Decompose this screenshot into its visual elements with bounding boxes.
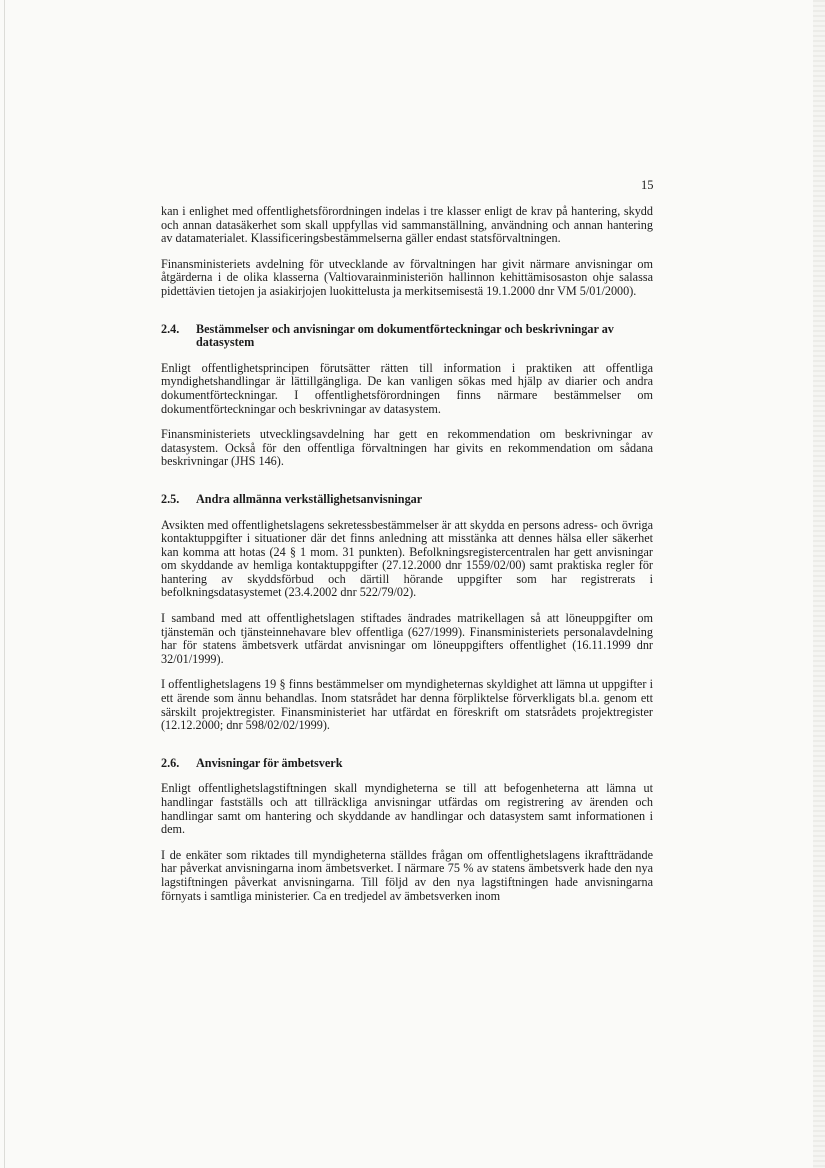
section-paragraph: I de enkäter som riktades till myndigheterna ställdes frågan om offentlighetslagens ikraftträdande har påverkat anvisningarna inom ämbetsverket. I närmare 75 % av statens ämbetsverk hade den nya lagstiftningen påverkat anvisningarna. Till följd av den nya lagstiftningen hade anvisningarna förnyats i samtliga ministerier. Ca en tredjedel av ämbetsverken inom xyxy=(161,847,653,903)
section-title: Anvisningar för ämbetsverk xyxy=(196,755,343,770)
section-heading xyxy=(161,757,653,771)
scan-edge-left xyxy=(4,0,5,1168)
section-paragraph: Finansministeriets utvecklingsavdelning har gett en rekommendation om beskrivningar av datasystem. Också för den offentliga förvaltningen har givits en rekommendation om sådana beskrivningar (JHS 146). xyxy=(161,427,653,469)
section-heading xyxy=(161,493,653,507)
section-number: 2.6. xyxy=(161,755,180,770)
section-paragraph: Enligt offentlighetslagstiftningen skall myndigheterna se till att befogenheterna att lämna ut handlingar fastställs och att tillräckliga anvisningar utfärdas om registrering av ärenden och handlingar samt om hantering och skyddande av handlingar och datasystem samt informationen i dem. xyxy=(161,781,653,837)
intro-paragraph: Finansministeriets avdelning för utvecklande av förvaltningen har givit närmare anvisningar om åtgärderna i de olika klasserna (Valtiovarainministeriön hallinnon kehittämisosaston ohje salassa pidettävien tietojen ja asiakirjojen luokittelusta ja merkitsemisestä 19.1.2000 dnr VM 5/01/2000). xyxy=(161,256,653,298)
intro-paragraph: kan i enlighet med offentlighetsförordningen indelas i tre klasser enligt de krav på hantering, skydd och annan datasäkerhet som skall uppfyllas vid sammanställning, användning och annan hantering av datamaterialet. Klassificeringsbestämmelserna gäller endast statsförvaltningen. xyxy=(161,204,653,246)
section-heading xyxy=(161,323,653,350)
page-number: 15 xyxy=(641,178,654,192)
section-paragraph: I samband med att offentlighetslagen stiftades ändrades matrikellagen så att löneuppgifter om tjänstemän och tjänsteinnehavare blev offentliga (627/1999). Finansministeriets personalavdelning har för statens ämbetsverk utfärdat anvisningar om löneuppgifters offentlighet (16.11.1999 dnr 32/01/1999). xyxy=(161,611,653,666)
section-number: 2.5. xyxy=(161,491,180,506)
document-body xyxy=(161,205,653,915)
section-number: 2.4. xyxy=(161,321,180,336)
scan-edge-right xyxy=(813,0,825,1168)
section-title: Bestämmelser och anvisningar om dokumentförteckningar och beskrivningar av datasystem xyxy=(196,321,614,350)
section-paragraph: Avsikten med offentlighetslagens sekretessbestämmelser är att skydda en persons adress- och övriga kontaktuppgifter i situationer där det finns anledning att misstänka att dennes hälsa eller säkerhet kan komma att hotas (24 § 1 mom. 31 punkten). Befolkningsregistercentralen har gett anvisningar om skyddande av hemliga kontaktuppgifter (27.12.2000 dnr 1559/02/00) samt praktiska regler för hantering av skyddsförbud och därtill hörande uppgifter som har registrerats i befolkningsdatasystemet (23.4.2002 dnr 522/79/02). xyxy=(161,517,653,600)
section-title: Andra allmänna verkställighetsanvisningar xyxy=(196,491,423,506)
section-paragraph: Enligt offentlighetsprincipen förutsätter rätten till information i praktiken att offentliga myndighetshandlingar är lättillgängliga. De kan vanligen sökas med hjälp av diarier och andra dokumentförteckningar. I offentlighetsförordningen finns närmare bestämmelser om dokumentförteckningar och beskrivningar av datasystem. xyxy=(161,360,653,416)
section-paragraph: I offentlighetslagens 19 § finns bestämmelser om myndigheternas skyldighet att lämna ut uppgifter i ett ärende som ännu behandlas. Inom statsrådet har denna förpliktelse förverkligats bl.a. genom ett särskilt projektregister. Finansministeriet har utfärdat en föreskrift om statsrådets projektregister (12.12.2000; dnr 598/02/02/1999). xyxy=(161,677,653,733)
